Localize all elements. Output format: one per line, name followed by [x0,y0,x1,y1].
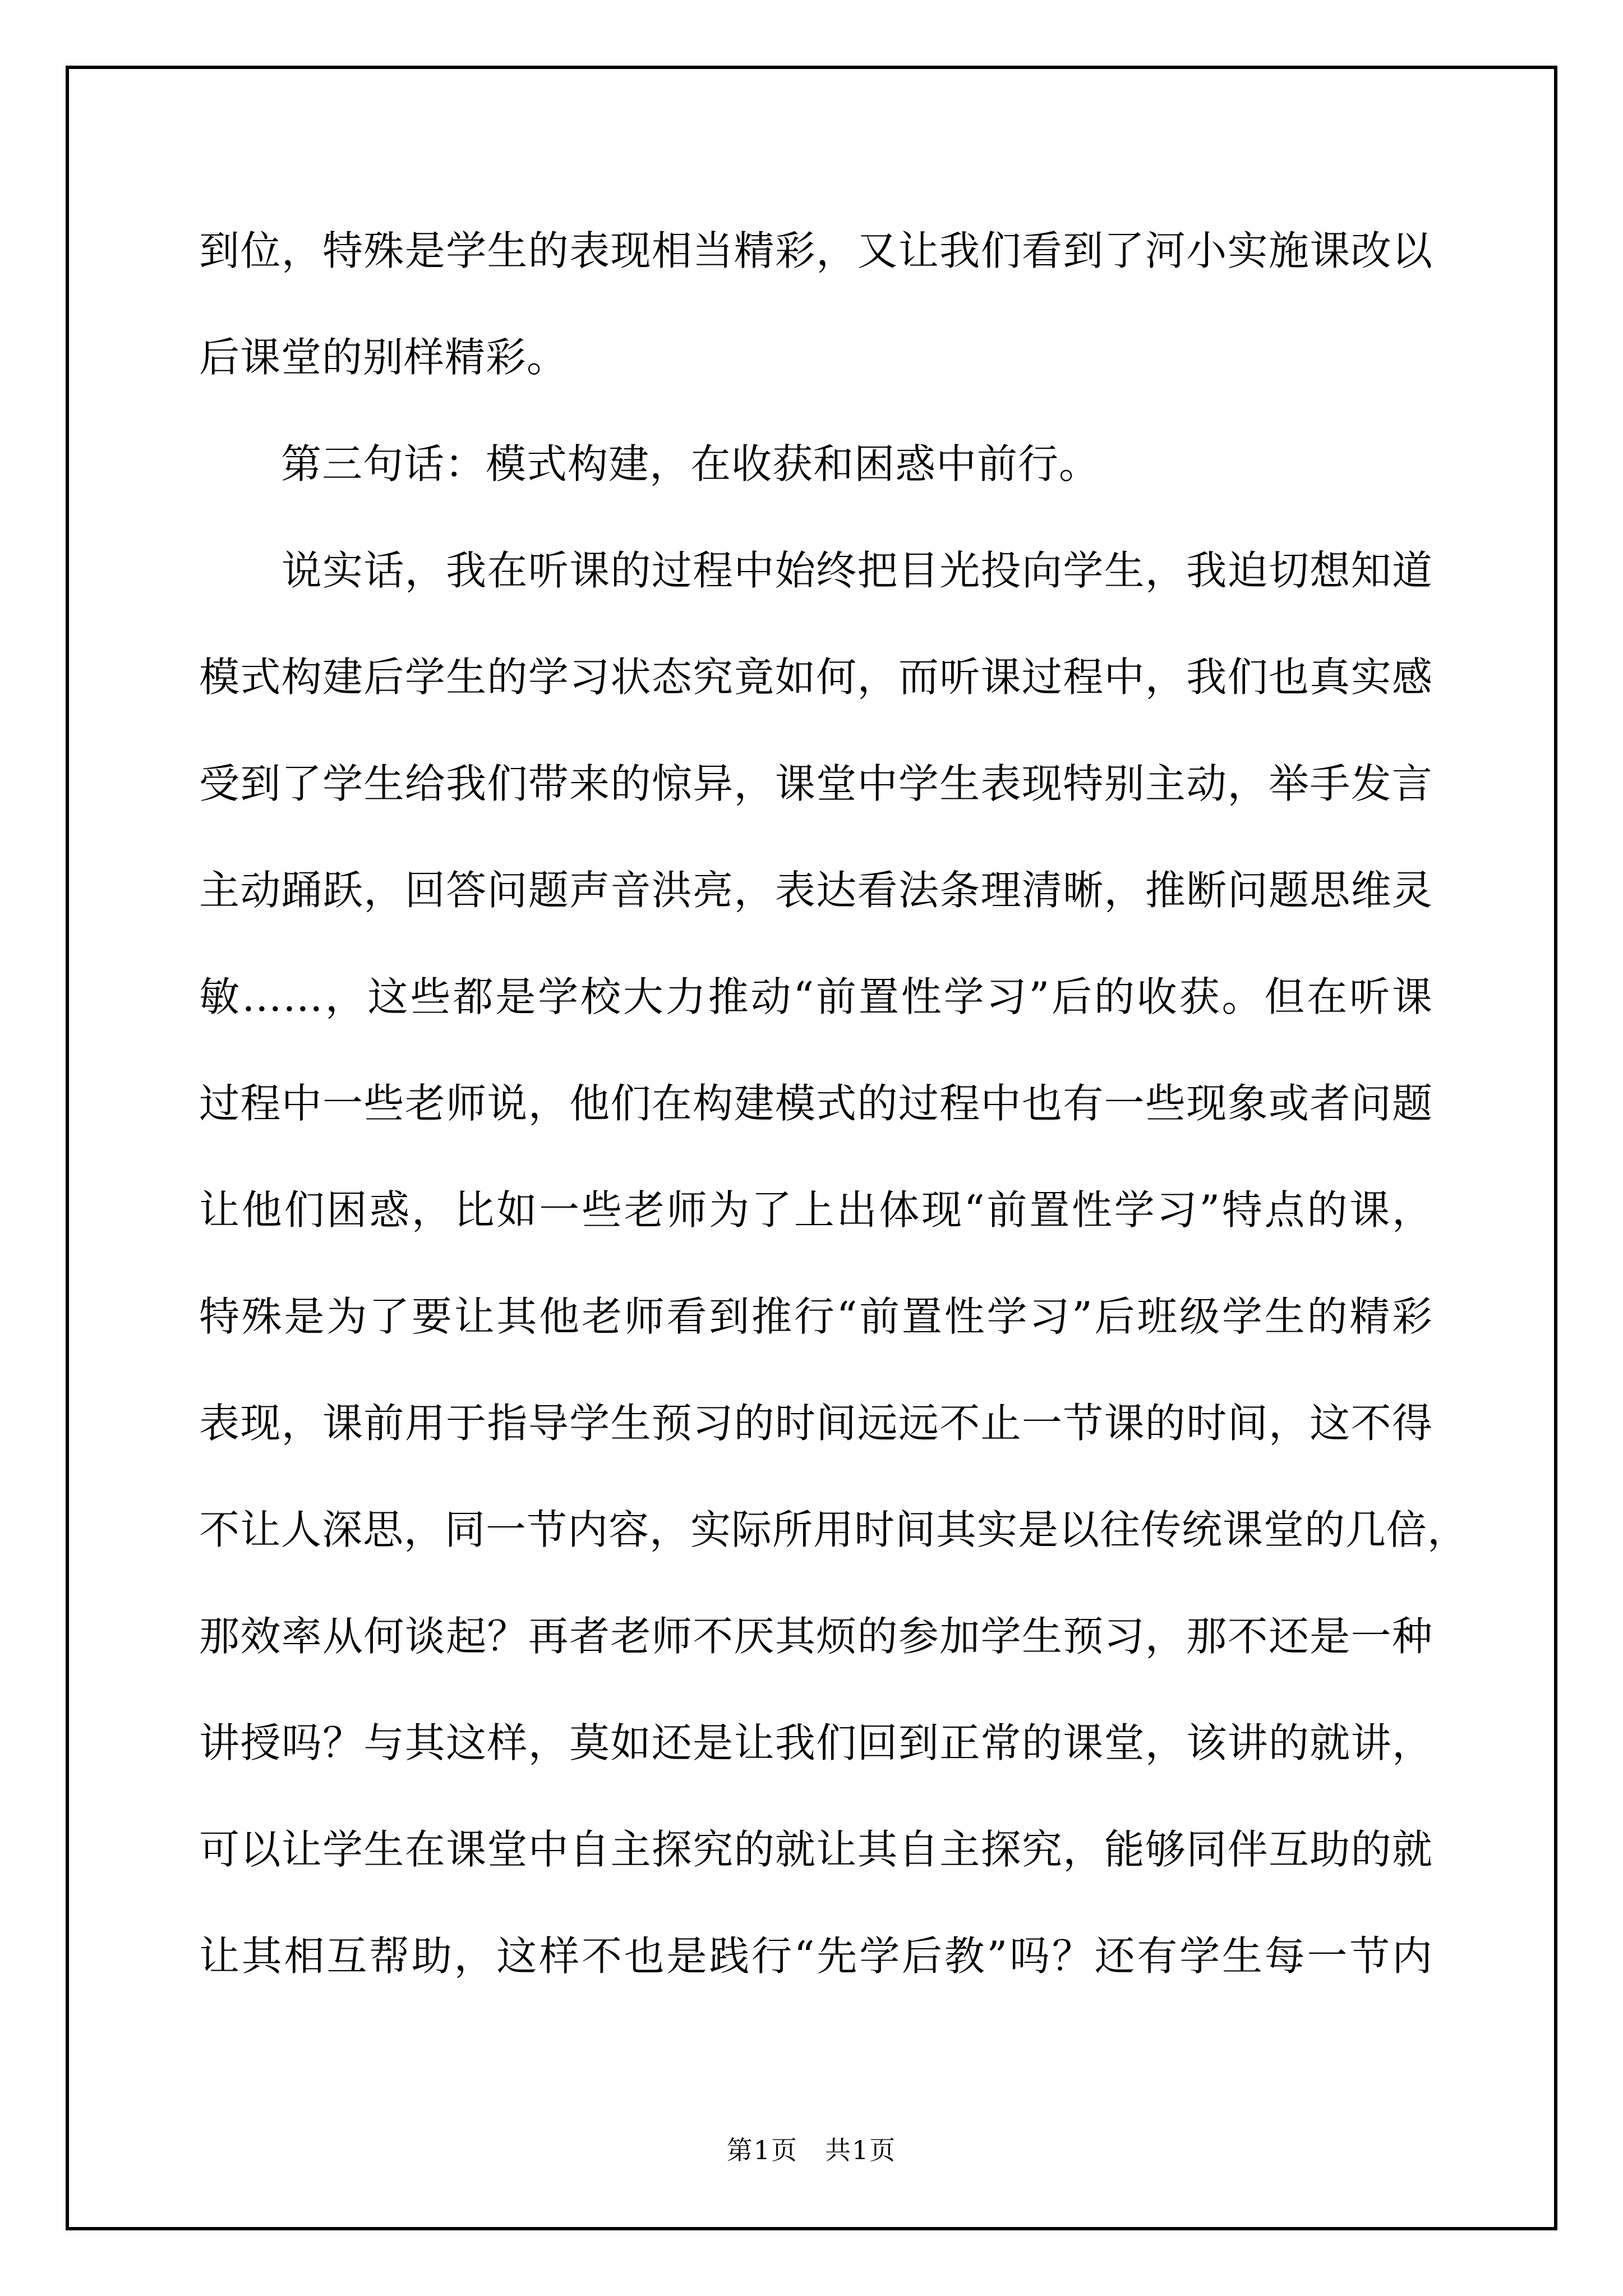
text-line: 表现，课前用于指导学生预习的时间远远不止一节课的时间，这不得 [199,1400,1433,1447]
text-line: 受到了学生给我们带来的惊异，课堂中学生表现特别主动，举手发言 [199,760,1433,807]
text-line: 说实话，我在听课的过程中始终把目光投向学生，我迫切想知道 [199,547,1433,594]
text-line: 主动踊跃，回答问题声音洪亮，表达看法条理清晰，推断问题思维灵 [199,867,1433,914]
text-line: 让他们困惑，比如一些老师为了上出体现“前置性学习”特点的课， [199,1186,1433,1234]
text-line: 后课堂的别样精彩。 [199,334,568,381]
text-line: 到位，特殊是学生的表现相当精彩，又让我们看到了河小实施课改以 [199,227,1433,274]
text-line: 可以让学生在课堂中自主探究的就让其自主探究，能够同伴互助的就 [199,1826,1433,1873]
text-line: 过程中一些老师说，他们在构建模式的过程中也有一些现象或者问题 [199,1080,1433,1127]
text-line: 不让人深思，同一节内容，实际所用时间其实是以往传统课堂的几倍， [199,1506,1469,1553]
text-line: 第三句话：模式构建，在收获和困惑中前行。 [199,440,1100,487]
text-line: 敏……，这些都是学校大力推动“前置性学习”后的收获。但在听课 [199,973,1433,1020]
document-body [199,197,1469,2009]
text-line: 模式构建后学生的学习状态究竟如何，而听课过程中，我们也真实感 [199,654,1433,701]
text-line: 让其相互帮助，这样不也是践行“先学后教”吗？还有学生每一节内 [199,1932,1433,1980]
text-line: 讲授吗？与其这样，莫如还是让我们回到正常的课堂，该讲的就讲， [199,1719,1433,1766]
text-line: 那效率从何谈起？再者老师不厌其烦的参加学生预习，那不还是一种 [199,1613,1433,1660]
page-footer: 第1页 共1页 [726,2135,897,2165]
text-line: 特殊是为了要让其他老师看到推行“前置性学习”后班级学生的精彩 [199,1293,1433,1340]
